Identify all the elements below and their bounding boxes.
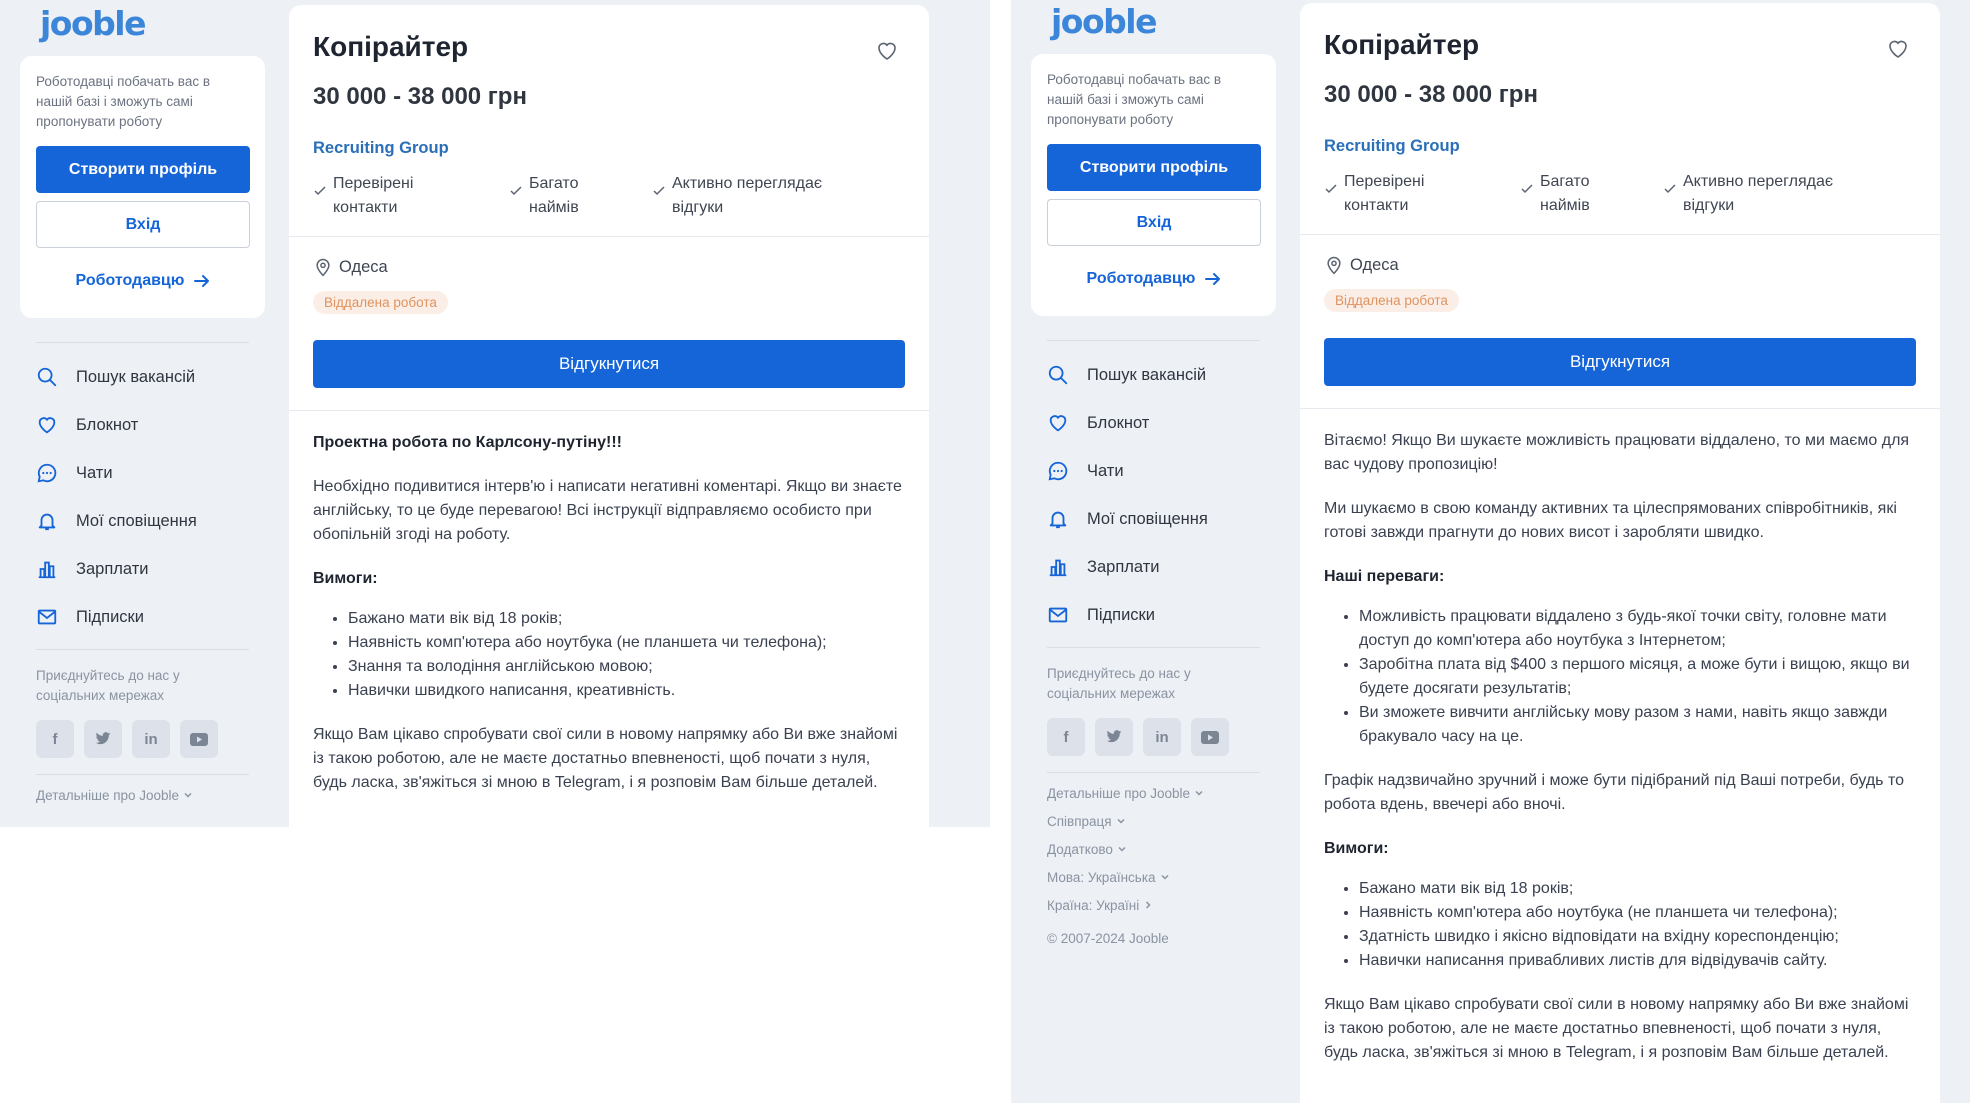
chevron-right-icon: [1143, 900, 1153, 910]
nav-item-search[interactable]: [36, 353, 265, 401]
desc-paragraph: Якщо Вам цікаво спробувати свої сили в новому напрямку або Ви вже знайомі із такою роботою, але не маєте достатньо впевненості, щоб почати з нуля, будь ласка, зв'яжіться зі мною в Telegram, і я розповім Вам більше деталей.: [313, 726, 898, 791]
chart-icon: [36, 558, 58, 580]
remote-tag: Віддалена робота: [1324, 289, 1459, 312]
nav-label: Блокнот: [1087, 413, 1150, 432]
bell-icon: [1047, 508, 1069, 530]
footer-more-link[interactable]: [36, 781, 249, 809]
nav-item-notifications[interactable]: [1047, 495, 1276, 543]
login-button[interactable]: Вхід: [1047, 199, 1261, 246]
profile-promo-card: [1031, 54, 1276, 316]
employer-link-label: Роботодавцю: [75, 272, 185, 289]
list-item: • Навички написання привабливих листів для відвідувачів сайту.: [1359, 949, 1916, 973]
search-icon: [1047, 364, 1069, 386]
nav-item-notebook[interactable]: [36, 401, 265, 449]
sidebar: [20, 0, 265, 809]
nav-label: Підписки: [76, 607, 144, 626]
create-profile-button[interactable]: Створити профіль: [1047, 144, 1261, 191]
badge-label: Перевірені контакти: [333, 175, 414, 216]
check-icon: [1324, 182, 1338, 196]
right-screenshot: [1011, 0, 1970, 1103]
employer-link[interactable]: [1047, 270, 1261, 288]
footer-cooperation-link[interactable]: [1047, 807, 1260, 835]
badge-label: Активно переглядає відгуки: [1683, 173, 1834, 214]
footer-links: [20, 775, 265, 809]
footer-more-link[interactable]: [1047, 779, 1260, 807]
chat-icon: [1047, 460, 1069, 482]
remote-tag: Віддалена робота: [313, 291, 448, 314]
linkedin-icon[interactable]: in: [132, 720, 170, 758]
promo-text: Роботодавці побачать вас в нашій базі і зможуть самі пропонувати роботу: [36, 74, 211, 129]
check-icon: [1663, 182, 1677, 196]
advantages-list: [1359, 605, 1916, 749]
arrow-right-icon: [1205, 272, 1221, 286]
job-panel: [289, 5, 929, 827]
chevron-down-icon: [1160, 872, 1170, 882]
sidebar-nav: [1031, 341, 1276, 639]
footer-more-label: Детальніше про Jooble: [36, 787, 180, 803]
nav-label: Зарплати: [76, 559, 149, 578]
desc-paragraph: Ми шукаємо в свою команду активних та цілеспрямованих співробітників, які готові завжди прагнути до нових висот і заробляти швидко.: [1324, 500, 1897, 541]
chat-icon: [36, 462, 58, 484]
list-item: • Навички швидкого написання, креативність.: [348, 679, 905, 703]
list-item: • Наявність комп'ютера або ноутбука (не планшета чи телефона);: [1359, 901, 1916, 925]
nav-label: Підписки: [1087, 605, 1155, 624]
heart-icon: [1047, 412, 1069, 434]
favorite-heart-icon[interactable]: [1886, 37, 1910, 61]
check-icon: [313, 184, 327, 198]
footer-country-label: Країна: Україні: [1047, 897, 1140, 913]
twitter-icon[interactable]: [84, 720, 122, 758]
job-title: Копірайтер: [1324, 29, 1480, 60]
mail-icon: [36, 606, 58, 628]
nav-label: Чати: [76, 463, 113, 482]
job-location: [289, 237, 929, 277]
nav-item-chats[interactable]: [1047, 447, 1276, 495]
nav-item-subscriptions[interactable]: [36, 593, 265, 641]
footer-links: [1031, 773, 1276, 919]
requirements-title: Вимоги:: [1324, 840, 1389, 857]
nav-label: Зарплати: [1087, 557, 1160, 576]
linkedin-icon[interactable]: in: [1143, 718, 1181, 756]
job-description: [1300, 409, 1940, 1103]
location-label: Одеса: [339, 257, 388, 276]
nav-item-salaries[interactable]: [1047, 543, 1276, 591]
company-link[interactable]: Recruiting Group: [313, 139, 449, 157]
nav-label: Пошук вакансій: [1087, 365, 1207, 384]
mail-icon: [1047, 604, 1069, 626]
company-link[interactable]: Recruiting Group: [1324, 137, 1460, 155]
badge-verified: [313, 172, 509, 220]
favorite-heart-icon[interactable]: [875, 39, 899, 63]
badge-label: Активно переглядає відгуки: [672, 175, 823, 216]
nav-item-subscriptions[interactable]: [1047, 591, 1276, 639]
job-location: [1300, 235, 1940, 275]
badge-active: [652, 172, 852, 220]
badge-active: [1663, 170, 1863, 218]
footer-language-link[interactable]: [1047, 863, 1260, 891]
location-pin-icon: [313, 257, 333, 277]
arrow-right-icon: [194, 274, 210, 288]
footer-country-link[interactable]: [1047, 891, 1260, 919]
badge-label: Перевірені контакти: [1344, 173, 1425, 214]
nav-item-search[interactable]: [1047, 351, 1276, 399]
list-item: • Ви зможете вивчити англійську мову разом з нами, навіть якщо завжди бракувало часу на це.: [1359, 701, 1916, 749]
check-icon: [652, 184, 666, 198]
social-text: Приєднуйтесь до нас у соціальних мережах: [36, 668, 180, 703]
jooble-logo[interactable]: jooble: [1051, 2, 1156, 41]
job-salary: 30 000 - 38 000 грн: [313, 83, 527, 110]
nav-item-notifications[interactable]: [36, 497, 265, 545]
footer-additional-link[interactable]: [1047, 835, 1260, 863]
nav-label: Чати: [1087, 461, 1124, 480]
chevron-down-icon: [1117, 844, 1127, 854]
social-text: Приєднуйтесь до нас у соціальних мережах: [1047, 666, 1191, 701]
advantages-title: Наші переваги:: [1324, 568, 1445, 585]
promo-text: Роботодавці побачать вас в нашій базі і зможуть самі пропонувати роботу: [1047, 72, 1222, 127]
youtube-icon[interactable]: [180, 720, 218, 758]
left-screenshot: [0, 0, 990, 827]
footer-cooperation-label: Співпраця: [1047, 813, 1112, 829]
footer-more-label: Детальніше про Jooble: [1047, 785, 1191, 801]
requirements-list: [348, 607, 905, 703]
badge-many-hires: [1520, 170, 1663, 218]
heart-icon: [36, 414, 58, 436]
footer-language-label: Мова: Українська: [1047, 869, 1156, 885]
job-panel: [1300, 3, 1940, 1103]
search-icon: [36, 366, 58, 388]
chevron-down-icon: [183, 790, 193, 800]
check-icon: [1520, 182, 1534, 196]
desc-heading: Проектна робота по Карлсону-путіну!!!: [313, 434, 622, 451]
job-salary: 30 000 - 38 000 грн: [1324, 81, 1538, 108]
sidebar: [1031, 0, 1276, 946]
youtube-icon[interactable]: [1191, 718, 1229, 756]
desc-paragraph: Необхідно подивитися інтерв'ю і написати негативні коментарі. Якщо ви знаєте англійську, то це буде перевагою! Всі інструкції відправляємо особисто при обопільній згоді на роботу.: [313, 478, 902, 543]
nav-item-notebook[interactable]: [1047, 399, 1276, 447]
jooble-logo[interactable]: jooble: [40, 4, 145, 43]
nav-label: Мої сповіщення: [76, 511, 197, 530]
social-links: [1031, 704, 1276, 756]
badge-label: Багато наймів: [1540, 173, 1590, 214]
copyright: © 2007-2024 Jooble: [1047, 931, 1169, 946]
sidebar-nav: [20, 343, 265, 641]
list-item: • Бажано мати вік від 18 років;: [348, 607, 905, 631]
job-header: [1300, 3, 1940, 234]
nav-label: Пошук вакансій: [76, 367, 196, 386]
facebook-icon[interactable]: f: [36, 720, 74, 758]
company-badges: [1324, 170, 1916, 218]
employer-link-label: Роботодавцю: [1086, 270, 1196, 287]
desc-paragraph: Якщо Вам цікаво спробувати свої сили в новому напрямку або Ви вже знайомі із такою роботою, але не маєте достатньо впевненості, щоб почати з нуля, будь ласка, зв'яжіться зі мною в Telegram, і я розповім Вам більше деталей.: [1324, 996, 1909, 1061]
badge-verified: [1324, 170, 1520, 218]
requirements-list: [1359, 877, 1916, 973]
bell-icon: [36, 510, 58, 532]
desc-paragraph: Вітаємо! Якщо Ви шукаєте можливість працювати віддалено, то ми маємо для вас чудову пропозицію!: [1324, 432, 1910, 473]
list-item: • Можливість працювати віддалено з будь-якої точки світу, головне мати доступ до комп'ютера або ноутбука з Інтернетом;: [1359, 605, 1916, 653]
job-description: [289, 411, 929, 827]
apply-button[interactable]: Відгукнутися: [313, 340, 905, 388]
list-item: • Бажано мати вік від 18 років;: [1359, 877, 1916, 901]
location-pin-icon: [1324, 255, 1344, 275]
job-header: [289, 5, 929, 236]
employer-link[interactable]: [36, 272, 250, 290]
twitter-icon[interactable]: [1095, 718, 1133, 756]
nav-item-salaries[interactable]: [36, 545, 265, 593]
profile-promo-card: [20, 56, 265, 318]
list-item: • Наявність комп'ютера або ноутбука (не планшета чи телефона);: [348, 631, 905, 655]
footer-additional-label: Додатково: [1047, 841, 1113, 857]
nav-label: Блокнот: [76, 415, 139, 434]
nav-item-chats[interactable]: [36, 449, 265, 497]
desc-paragraph: Графік надзвичайно зручний і може бути підібраний під Ваші потреби, будь то робота вдень, ввечері або вночі.: [1324, 772, 1904, 813]
list-item: • Заробітна плата від $400 з першого місяця, а може бути і вищою, якщо ви будете досягати результатів;: [1359, 653, 1916, 701]
nav-label: Мої сповіщення: [1087, 509, 1208, 528]
badge-label: Багато наймів: [529, 175, 579, 216]
list-item: • Знання та володіння англійською мовою;: [348, 655, 905, 679]
company-badges: [313, 172, 905, 220]
check-icon: [509, 184, 523, 198]
requirements-title: Вимоги:: [313, 570, 378, 587]
list-item: • Здатність швидко і якісно відповідати на вхідну кореспонденцію;: [1359, 925, 1916, 949]
apply-button[interactable]: Відгукнутися: [1324, 338, 1916, 386]
social-links: [20, 706, 265, 758]
login-button[interactable]: Вхід: [36, 201, 250, 248]
location-label: Одеса: [1350, 255, 1399, 274]
chevron-down-icon: [1194, 788, 1204, 798]
chevron-down-icon: [1116, 816, 1126, 826]
job-title: Копірайтер: [313, 31, 469, 62]
facebook-icon[interactable]: f: [1047, 718, 1085, 756]
create-profile-button[interactable]: Створити профіль: [36, 146, 250, 193]
badge-many-hires: [509, 172, 652, 220]
chart-icon: [1047, 556, 1069, 578]
